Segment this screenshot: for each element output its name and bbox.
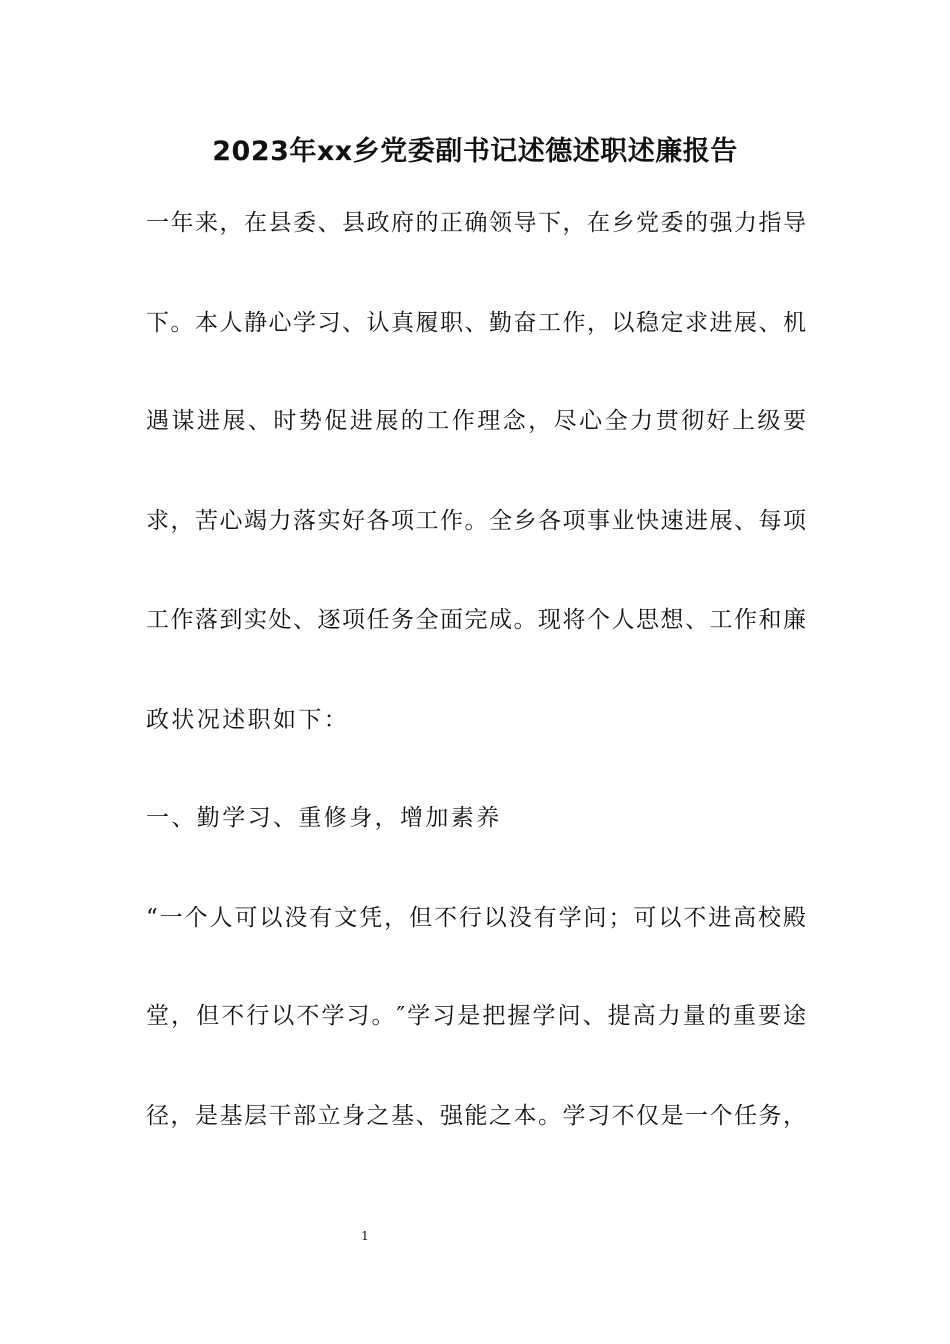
- page-number: 1: [361, 1229, 369, 1243]
- body-line: 政状况述职如下：: [146, 707, 350, 733]
- body-line: 遇谋进展、时势促进展的工作理念，尽心全力贯彻好上级要: [146, 408, 806, 434]
- document-title: 2023年xx乡党委副书记述德述职述廉报告: [212, 136, 738, 167]
- body-line: 工作落到实处、逐项任务全面完成。现将个人思想、工作和廉: [146, 607, 806, 633]
- body-line: 下。本人静心学习、认真履职、勤奋工作，以稳定求进展、机: [146, 310, 806, 336]
- body-line: 堂，但不行以不学习。″学习是把握学问、提高力量的重要途: [146, 1003, 806, 1029]
- body-line: “一个人可以没有文凭，但不行以没有学问；可以不进高校殿: [146, 905, 806, 931]
- body-line: 求，苦心竭力落实好各项工作。全乡各项事业快速进展、每项: [146, 508, 806, 534]
- section-heading: 一、勤学习、重修身，增加素养: [146, 805, 502, 831]
- body-line: 一年来，在县委、县政府的正确领导下，在乡党委的强力指导: [146, 210, 806, 236]
- body-line: 径，是基层干部立身之基、强能之本。学习不仅是一个任务，: [146, 1103, 806, 1129]
